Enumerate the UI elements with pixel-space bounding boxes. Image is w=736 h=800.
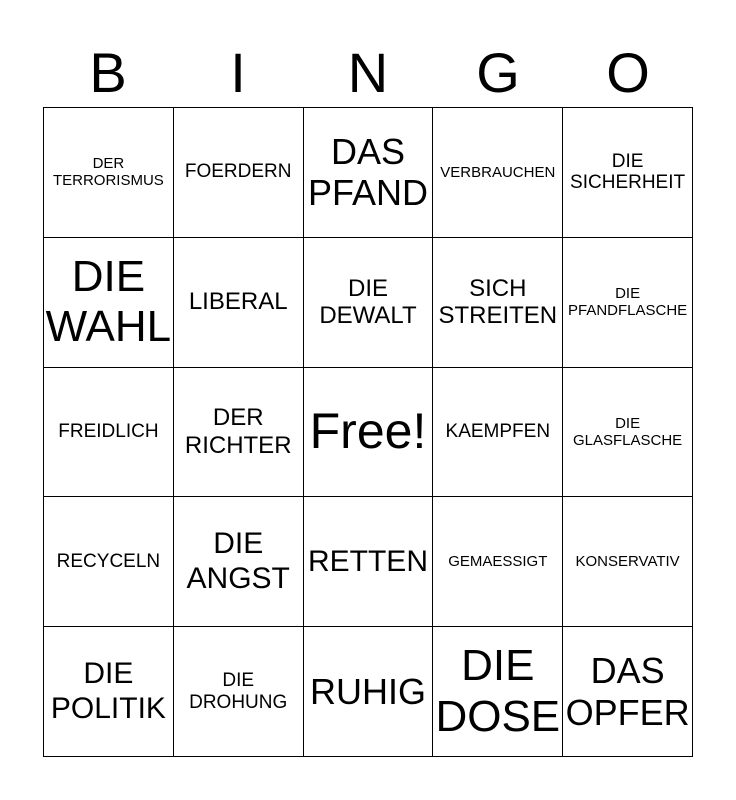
cell-label: DER TERRORISMUS — [52, 155, 164, 190]
cell-label: SICH STREITEN — [438, 274, 558, 330]
cell-label: RECYCELN — [56, 550, 161, 572]
header-letter-g: G — [476, 41, 520, 104]
cell-label: FREIDLICH — [58, 421, 159, 443]
header-letter-b: B — [89, 41, 127, 104]
bingo-cell[interactable] — [174, 368, 304, 498]
bingo-cell[interactable] — [433, 238, 563, 368]
cell-label: DIE SICHERHEIT — [570, 150, 686, 194]
bingo-cell[interactable] — [44, 238, 174, 368]
bingo-cell[interactable] — [433, 108, 563, 238]
bingo-cell[interactable] — [44, 368, 174, 498]
bingo-cell[interactable] — [563, 368, 693, 498]
cell-label: DAS OPFER — [565, 650, 690, 733]
bingo-cell[interactable] — [563, 108, 693, 238]
cell-label: DAS PFAND — [307, 131, 428, 214]
bingo-cell[interactable] — [44, 627, 174, 757]
bingo-cell[interactable] — [563, 238, 693, 368]
cell-label: DIE GLASFLASCHE — [572, 414, 683, 449]
bingo-cell[interactable] — [44, 497, 174, 627]
cell-label: DIE DEWALT — [319, 274, 417, 330]
cell-label: RUHIG — [309, 670, 426, 712]
cell-label: KONSERVATIV — [575, 553, 680, 571]
bingo-cell[interactable] — [44, 108, 174, 238]
cell-label: VERBRAUCHEN — [440, 163, 556, 181]
bingo-cell[interactable] — [174, 238, 304, 368]
header-letter-i: I — [230, 41, 246, 104]
bingo-cell[interactable] — [433, 627, 563, 757]
cell-label: RETTEN — [307, 544, 428, 578]
bingo-cell[interactable] — [433, 497, 563, 627]
header-letter-o: O — [606, 41, 650, 104]
header-letter-n: N — [347, 41, 389, 104]
cell-label: DIE WAHL — [45, 251, 172, 352]
cell-label: DIE ANGST — [186, 527, 290, 595]
bingo-cell[interactable] — [174, 108, 304, 238]
bingo-header — [43, 42, 693, 104]
bingo-cell[interactable] — [304, 108, 434, 238]
bingo-cell[interactable] — [433, 368, 563, 498]
cell-label: GEMAESSIGT — [448, 553, 548, 571]
cell-label: DIE POLITIK — [50, 657, 166, 725]
bingo-cell[interactable] — [563, 497, 693, 627]
cell-label: KAEMPFEN — [445, 421, 551, 443]
bingo-board — [43, 107, 693, 757]
cell-label: LIBERAL — [188, 288, 288, 316]
bingo-cell[interactable] — [174, 497, 304, 627]
bingo-cell[interactable] — [563, 627, 693, 757]
bingo-cell[interactable] — [304, 238, 434, 368]
cell-label: DIE PFANDFLASCHE — [567, 284, 688, 320]
bingo-cell[interactable] — [174, 627, 304, 757]
cell-label: DIE DOSE — [435, 641, 561, 741]
cell-label: FOERDERN — [184, 161, 292, 183]
cell-label: DER RICHTER — [184, 404, 292, 459]
bingo-cell[interactable] — [304, 627, 434, 757]
free-space-label: Free! — [309, 403, 427, 460]
cell-label: DIE DROHUNG — [189, 669, 288, 713]
bingo-cell-free[interactable] — [304, 368, 434, 498]
bingo-cell[interactable] — [304, 497, 434, 627]
